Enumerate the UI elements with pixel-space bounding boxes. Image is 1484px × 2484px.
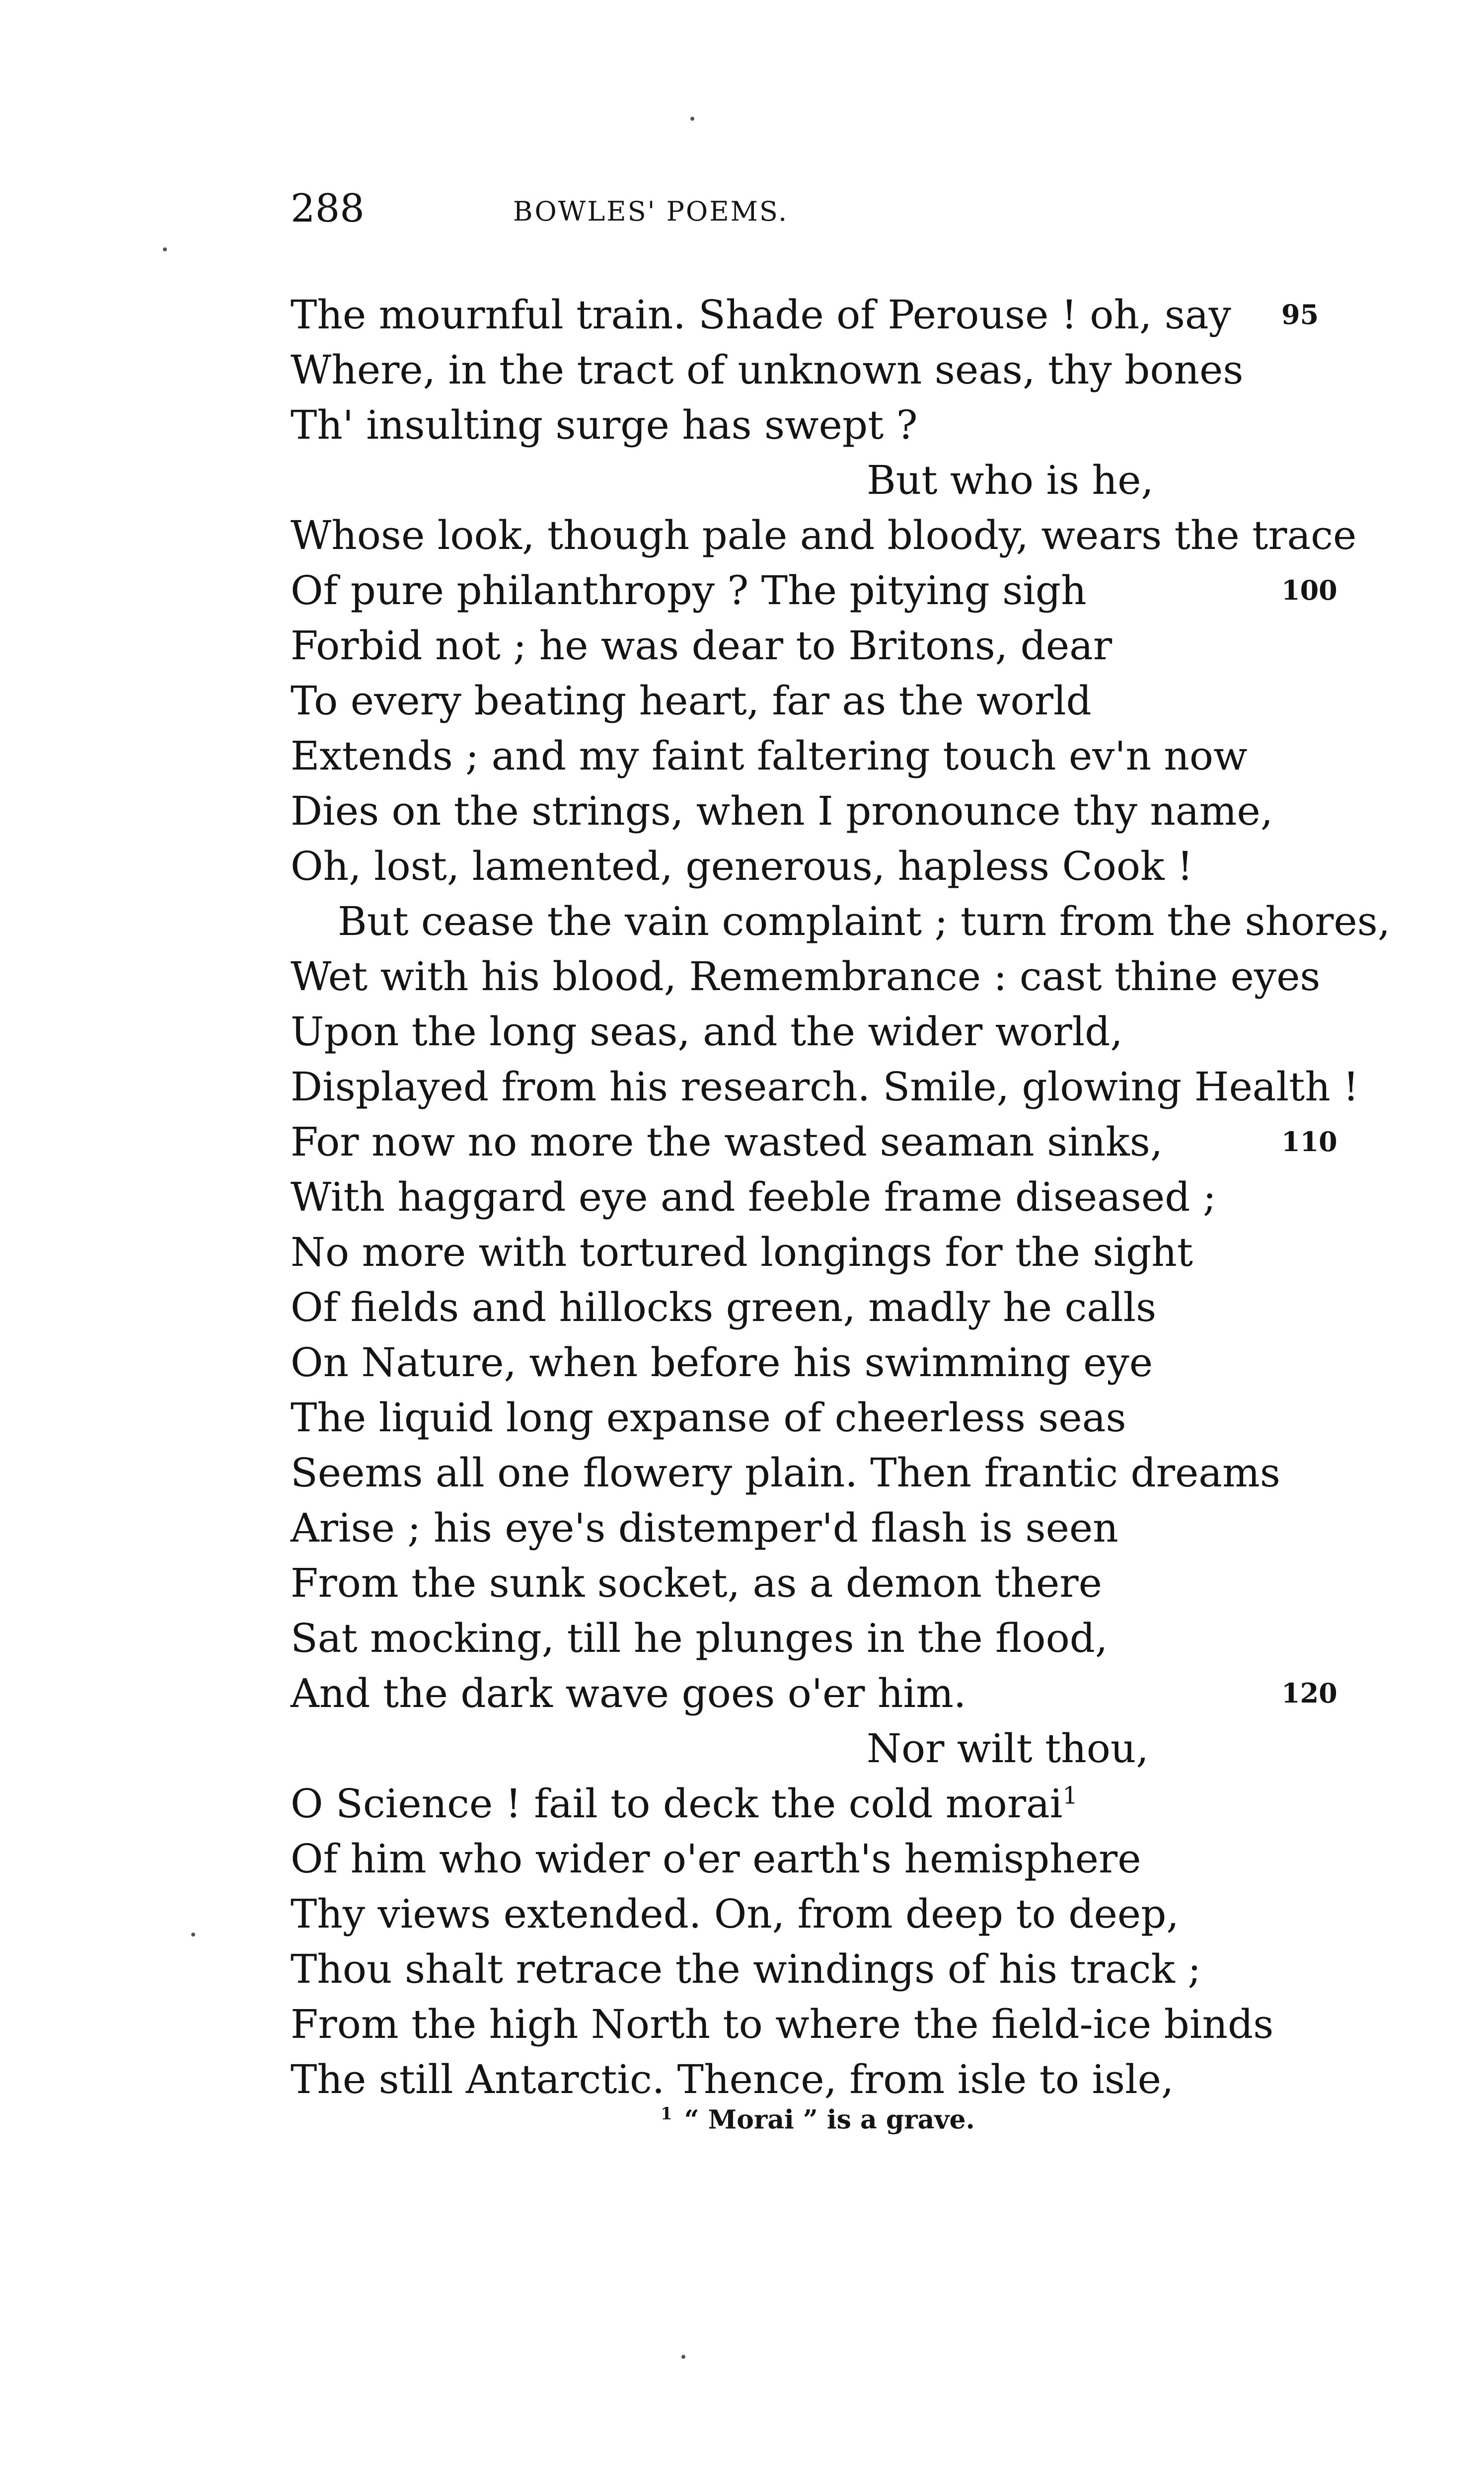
poem-line-text: From the sunk socket, as a demon there — [291, 1560, 1102, 1606]
poem-line-text: Seems all one flowery plain. Then frantic dreams — [291, 1450, 1280, 1496]
poem-line-text: But who is he, — [867, 457, 1154, 503]
poem-line-text: For now no more the wasted seaman sinks, — [291, 1119, 1163, 1165]
poem-line-text: To every beating heart, far as the world — [291, 678, 1092, 724]
poem-line-text: Th' insulting surge has swept ? — [291, 402, 918, 448]
poem-line — [291, 1997, 1343, 2052]
poem-line-text: No more with tortured longings for the sight — [291, 1229, 1193, 1275]
poem-line — [291, 1445, 1343, 1500]
poem-line — [291, 1280, 1343, 1335]
footnote-text: “ Morai ” is a grave. — [684, 2104, 975, 2135]
poem-line — [291, 1941, 1343, 1997]
paper-speck — [681, 2355, 685, 2359]
poem-line — [291, 673, 1343, 728]
poem-line — [291, 1169, 1343, 1225]
poem-line-text: Thy views extended. On, from deep to deep, — [291, 1891, 1179, 1937]
poem-line-text: From the high North to where the field-ice binds — [291, 2001, 1274, 2047]
page-number: 288 — [291, 186, 365, 231]
poem-line-text: And the dark wave goes o'er him. — [291, 1670, 966, 1716]
poem-line-text: The mournful train. Shade of Perouse ! oh, say — [291, 292, 1231, 338]
poem-line-text: Where, in the tract of unknown seas, thy bones — [291, 347, 1244, 393]
paper-speck — [163, 247, 167, 251]
poem-line — [291, 1831, 1343, 1886]
poem-line — [291, 1004, 1343, 1059]
poem-line-text: With haggard eye and feeble frame diseased ; — [291, 1174, 1216, 1220]
poem-line — [291, 397, 1343, 453]
poem-line — [291, 563, 1343, 618]
poem-line — [291, 1225, 1343, 1280]
poem-line — [291, 342, 1343, 397]
poem-line-text: Upon the long seas, and the wider world, — [291, 1009, 1123, 1055]
line-number: 120 — [1281, 1677, 1337, 1709]
poem-line — [291, 1886, 1343, 1941]
poem-line-text: The still Antarctic. Thence, from isle to isle, — [291, 2056, 1174, 2102]
poem-line — [291, 949, 1343, 1004]
poem-line — [291, 1114, 1343, 1169]
poem-line — [291, 1776, 1343, 1831]
poem-line — [291, 1611, 1343, 1666]
poem-line — [291, 1500, 1343, 1555]
poem-line-text: Oh, lost, lamented, generous, hapless Cook ! — [291, 843, 1193, 889]
poem-text — [291, 287, 1391, 2107]
footnote-mark: 1 — [661, 2104, 672, 2124]
poem-line — [291, 728, 1343, 783]
poem-line-text: On Nature, when before his swimming eye — [291, 1339, 1153, 1386]
line-number: 110 — [1281, 1126, 1337, 1158]
poem-line — [291, 1390, 1343, 1445]
paper-speck — [191, 1933, 195, 1937]
page-header — [291, 184, 1334, 243]
poem-line — [291, 453, 1343, 508]
running-title: BOWLES' POEMS. — [513, 196, 789, 227]
poem-line-text: Displayed from his research. Smile, glowing Health ! — [291, 1064, 1359, 1110]
poem-line — [291, 1666, 1343, 1721]
poem-line — [291, 839, 1343, 894]
footnote-reference: 1 — [1062, 1782, 1078, 1810]
poem-line-text: Arise ; his eye's distemper'd flash is seen — [291, 1505, 1118, 1551]
poem-line — [291, 894, 1391, 949]
poem-line-text: Of him who wider o'er earth's hemisphere — [291, 1836, 1141, 1882]
poem-line-text: Whose look, though pale and bloody, wears the trace — [291, 512, 1357, 558]
poem-line-text: Forbid not ; he was dear to Britons, dear — [291, 622, 1113, 669]
poem-line-text: O Science ! fail to deck the cold morai — [291, 1781, 1063, 1827]
poem-line-text: But cease the vain complaint ; turn from the shores, — [338, 898, 1391, 944]
poem-line-text: The liquid long expanse of cheerless seas — [291, 1395, 1126, 1441]
poem-line-text: Of fields and hillocks green, madly he calls — [291, 1284, 1157, 1330]
poem-line-text: Of pure philanthropy ? The pitying sigh — [291, 567, 1087, 614]
line-number: 100 — [1281, 574, 1337, 606]
poem-line — [291, 287, 1343, 342]
poem-line — [291, 508, 1357, 563]
poem-line-text: Extends ; and my faint faltering touch ev'n now — [291, 733, 1248, 779]
poem-line — [291, 1059, 1359, 1114]
poem-line — [291, 1555, 1343, 1611]
poem-line-text: Sat mocking, till he plunges in the flood, — [291, 1615, 1108, 1661]
poem-line — [291, 783, 1343, 839]
poem-line-text: Dies on the strings, when I pronounce thy name, — [291, 788, 1273, 834]
poem-line-text: Nor wilt thou, — [867, 1725, 1149, 1772]
poem-line-text: Wet with his blood, Remembrance : cast thine eyes — [291, 953, 1321, 1000]
poem-line — [291, 1335, 1343, 1390]
poem-line — [291, 1721, 1343, 1776]
line-number: 95 — [1281, 299, 1319, 330]
poem-line-text: Thou shalt retrace the windings of his track ; — [291, 1946, 1201, 1992]
poem-line — [291, 618, 1343, 673]
footnote — [661, 2094, 975, 2140]
paper-speck — [690, 117, 694, 121]
